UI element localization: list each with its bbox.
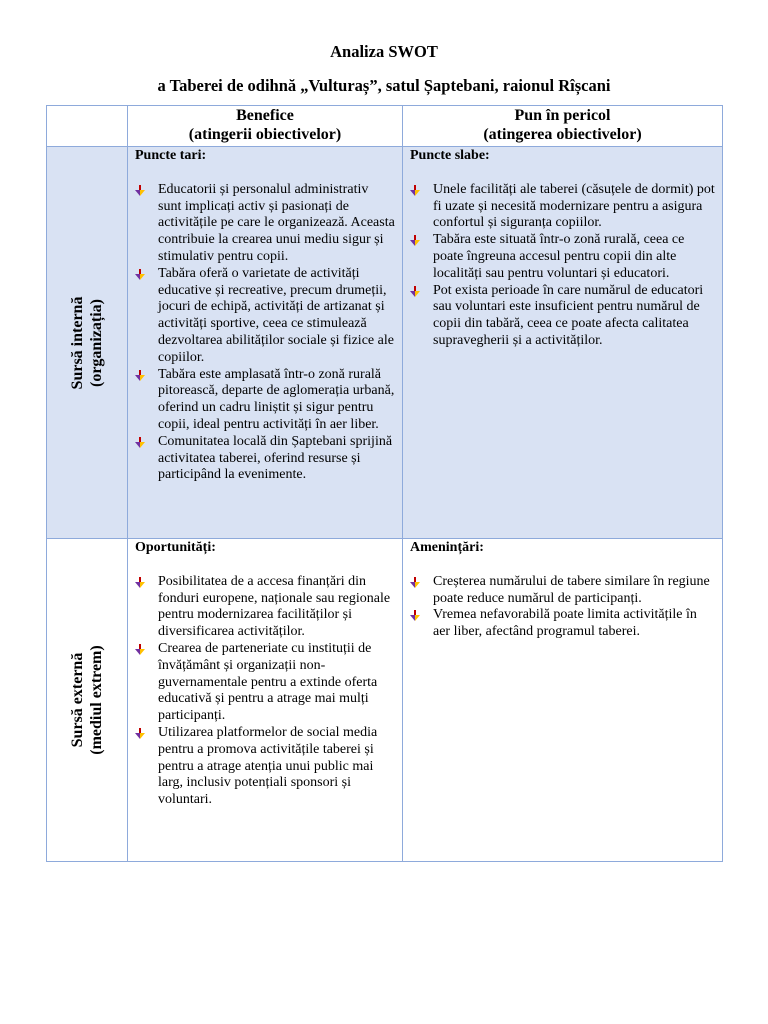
list-item [135, 266, 395, 367]
arrow-down-icon [135, 437, 145, 448]
internal-side-label [68, 296, 106, 389]
arrow-down-icon [410, 286, 420, 297]
list-item [410, 182, 715, 232]
external-row [47, 539, 723, 862]
weaknesses-heading: Puncte slabe: [410, 148, 490, 163]
external-side-label [68, 645, 106, 754]
list-item-text: Tabăra oferă o varietate de activități educative și recreative, precum drumeții, jocuri de echipă, activități de artizanat și activități sportive, ceea ce stimulează dezvoltarea abilităților sociale și fizice ale copiilor. [158, 265, 394, 365]
header-beneficial-line2: (atingerii obiectivelor) [188, 126, 342, 143]
header-empty-cell [47, 106, 128, 147]
header-beneficial-line1: Benefice [236, 107, 294, 124]
list-item [135, 434, 395, 484]
list-item-text: Educatorii și personalul administrativ sunt implicați activ și pasionați de activitățile pe care le organizează. Aceasta contribuie la crearea unui mediu sigur și stimulativ pentru copii. [158, 181, 395, 264]
threats-cell [403, 539, 723, 862]
header-harmful-line1: Pun în pericol [514, 107, 611, 124]
list-item-text: Posibilitatea de a accesa finanțări din fonduri europene, naționale sau regionale pentru modernizarea facilităților și diversificarea activităților. [158, 573, 391, 640]
opportunities-heading: Oportunități: [135, 540, 216, 555]
arrow-down-icon [410, 577, 420, 588]
list-item [410, 607, 715, 641]
internal-side-line2: (organizația) [88, 298, 105, 387]
threats-list [410, 574, 715, 641]
arrow-down-icon [135, 728, 145, 739]
header-beneficial [128, 106, 403, 147]
threats-heading: Amenințări: [410, 540, 484, 555]
internal-side-line1: Sursă internă [69, 296, 86, 389]
document-subtitle: a Taberei de odihnă „Vulturaș”, satul Șaptebani, raionul Rîșcani [157, 76, 611, 95]
list-item-text: Tabăra este amplasată într-o zonă rurală pitorească, departe de aglomerația urbană, oferind un cadru liniștit și sigur pentru copii, ideal pentru activități în aer liber. [158, 366, 395, 432]
list-item [135, 574, 395, 641]
arrow-down-icon [410, 610, 420, 621]
list-item [410, 283, 715, 350]
arrow-down-icon [135, 185, 145, 196]
list-item-text: Creșterea numărului de tabere similare în regiune poate reduce numărul de participanți. [433, 573, 710, 606]
list-item-text: Pot exista perioade în care numărul de educatori sau voluntari este insuficient pentru numărul de copii din tabără, ceea ce poate afecta calitatea supravegherii și a activităților. [433, 282, 704, 348]
list-item-text: Crearea de parteneriate cu instituții de învățământ și organizații non-guvernamentale pentru a extinde oferta educativă și pentru a atrage mai mulți participanți. [158, 640, 378, 724]
opportunities-list [135, 574, 395, 809]
external-side-cell [47, 539, 128, 862]
opportunities-cell [128, 539, 403, 862]
list-item [410, 232, 715, 282]
list-item [135, 367, 395, 434]
arrow-down-icon [410, 235, 420, 246]
external-side-line2: (mediul extrem) [88, 645, 105, 755]
swot-table [46, 105, 723, 862]
arrow-down-icon [135, 644, 145, 655]
arrow-down-icon [135, 370, 145, 381]
document-title: Analiza SWOT [330, 42, 438, 61]
arrow-down-icon [135, 577, 145, 588]
list-item [410, 574, 715, 608]
arrow-down-icon [135, 269, 145, 280]
external-side-line1: Sursă externă [69, 652, 86, 748]
list-item-text: Utilizarea platformelor de social media pentru a promova activitățile taberei și pentru a atrage atenția unui public mai larg, inclusiv potențiali sponsori și voluntari. [158, 724, 378, 808]
list-item [135, 725, 395, 809]
internal-row [47, 147, 723, 539]
list-item-text: Comunitatea locală din Șaptebani sprijină activitatea taberei, oferind resurse și participând la evenimente. [158, 433, 393, 483]
list-item [135, 641, 395, 725]
list-item-text: Unele facilități ale taberei (căsuțele de dormit) pot fi uzate și necesită modernizare pentru a asigura confortul și siguranța copiilor. [433, 181, 715, 231]
header-row [47, 106, 723, 147]
strengths-cell [128, 147, 403, 539]
list-item-text: Vremea nefavorabilă poate limita activitățile în aer liber, afectând programul taberei. [433, 607, 697, 640]
header-harmful [403, 106, 723, 147]
internal-side-cell [47, 147, 128, 539]
list-item-text: Tabăra este situată într-o zonă rurală, ceea ce poate îngreuna accesul pentru copii din alte localități sau pentru voluntari și educatori. [433, 232, 685, 281]
header-harmful-line2: (atingerea obiectivelor) [483, 126, 642, 143]
weaknesses-list [410, 182, 715, 350]
strengths-heading: Puncte tari: [135, 148, 207, 163]
list-item [135, 182, 395, 266]
weaknesses-cell [403, 147, 723, 539]
strengths-list [135, 182, 395, 484]
arrow-down-icon [410, 185, 420, 196]
